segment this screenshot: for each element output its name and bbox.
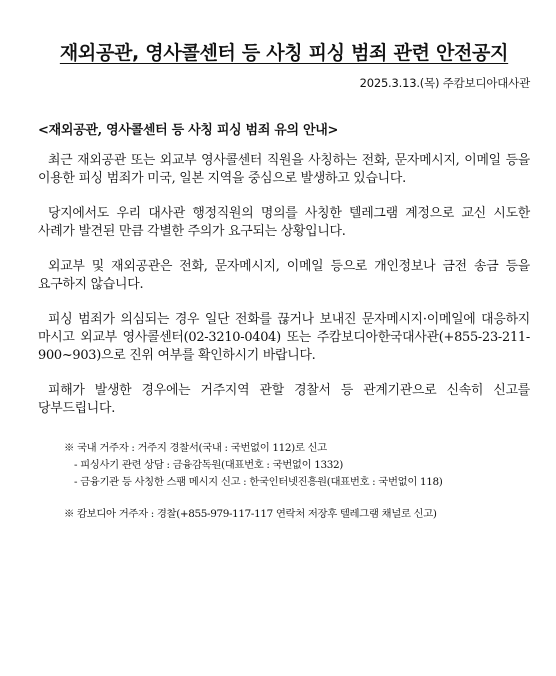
note-domestic-fss: - 피싱사기 관련 상담 : 금융감독원(대표번호 : 국번없이 1332) [74,459,343,471]
date-and-issuer: 2025.3.13.(목) 주캄보디아대사관 [359,76,530,90]
document-page [0,38,556,676]
paragraph-report: 피해가 발생한 경우에는 거주지역 관할 경찰서 등 관계기관으로 신속히 신고를 당부드립니다. [38,383,530,416]
note-cambodia: ※ 캄보디아 거주자 : 경찰(+855-979-117-117 연락처 저장후 텔레그램 채널로 신고) [64,508,437,520]
paragraph-local-case: 당지에서도 우리 대사관 행정직원의 명의를 사칭한 텔레그램 계정으로 교신 시도한 사례가 발견된 만큼 각별한 주의가 요구되는 상황입니다. [38,206,530,239]
reporting-notes [38,440,530,523]
paragraph-no-requests: 외교부 및 재외공관은 전화, 문자메시지, 이메일 등으로 개인정보나 금전 송금 등을 요구하지 않습니다. [38,259,530,292]
note-domestic: ※ 국내 거주자 : 거주지 경찰서(국내 : 국번없이 112)로 신고 [64,442,327,454]
paragraph-verification: 피싱 범죄가 의심되는 경우 일단 전화를 끊거나 보내진 문자메시지·이메일에 대응하지 마시고 외교부 영사콜센터(02-3210-0404) 또는 주캄보디아한국대사관(+855-23-211-900~903)으로 진위 여부를 확인하시기 바랍니다. [38,312,530,363]
note-domestic-kisa: - 금융기관 등 사칭한 스팸 메시지 신고 : 한국인터넷진흥원(대표번호 : 국번없이 118) [74,476,443,488]
notice-subtitle: <재외공관, 영사콜센터 등 사칭 피싱 범죄 유의 안내> [38,123,339,138]
document-title: 재외공관, 영사콜센터 등 사칭 피싱 범죄 관련 안전공지 [59,42,509,64]
paragraph-phishing-trend: 최근 재외공관 또는 외교부 영사콜센터 직원을 사칭하는 전화, 문자메시지, 이메일 등을 이용한 피싱 범죄가 미국, 일본 지역을 중심으로 발생하고 있습니다. [38,153,530,186]
